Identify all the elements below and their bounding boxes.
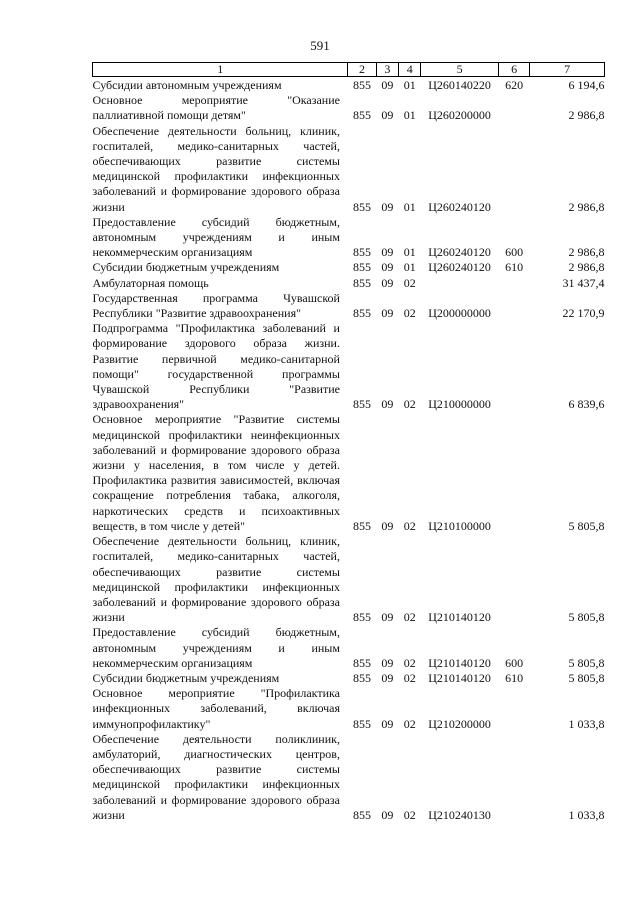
amount-value: 2 986,8 (568, 108, 605, 123)
expense-type-code (499, 534, 530, 625)
expense-type-code: 620 (505, 78, 524, 92)
target-item-code: Ц210140120 (428, 670, 491, 685)
section-code: 09 (381, 670, 394, 685)
column-header: 6 (499, 63, 530, 77)
target-item-code: Ц210140120 (428, 655, 491, 670)
table-row (93, 671, 605, 686)
row-description: Предоставление субсидий бюджетным, автономным учреждениям и иным некоммерческим организациям (92, 214, 340, 260)
admin-code: 855 (352, 199, 371, 214)
subsection-code: 02 (403, 397, 416, 412)
subsection-code: 02 (403, 716, 416, 731)
subsection-code: 02 (403, 807, 416, 822)
admin-code: 855 (352, 108, 371, 123)
target-item-code: Ц260240120 (428, 245, 491, 260)
amount-value: 6 194,6 (568, 78, 605, 92)
admin-code: 855 (352, 245, 371, 260)
subsection-code: 01 (403, 78, 416, 92)
expense-type-code: 600 (505, 245, 524, 260)
amount-value: 2 986,8 (568, 199, 605, 214)
table-body (93, 77, 605, 823)
admin-code: 855 (352, 716, 371, 731)
section-code: 09 (381, 78, 394, 92)
section-code: 09 (381, 397, 394, 412)
row-description: Основное мероприятие "Оказание паллиативной помощи детям" (92, 93, 340, 123)
row-description: Основное мероприятие "Профилактика инфекционных заболеваний, включая иммунопрофилактику" (92, 686, 340, 731)
amount-value: 22 170,9 (562, 306, 605, 321)
amount-value: 2 986,8 (568, 245, 605, 260)
admin-code: 855 (352, 655, 371, 670)
subsection-code: 01 (403, 199, 416, 214)
section-code: 09 (381, 260, 394, 275)
section-code: 09 (381, 807, 394, 822)
amount-value: 5 805,8 (568, 655, 605, 670)
table-row (93, 215, 605, 261)
target-item-code: Ц200000000 (428, 306, 491, 321)
admin-code: 855 (352, 306, 371, 321)
amount-value: 31 437,4 (562, 275, 605, 290)
target-item-code: Ц210140120 (428, 610, 491, 625)
target-item-code: Ц210000000 (428, 397, 491, 412)
table-row (93, 412, 605, 534)
row-description: Обеспечение деятельности больниц, клиник, госпиталей, медико-санитарных частей, обеспечивающих развитие системы медицинской профилактики инфекционных заболеваний и формирование здорового образа жизни (92, 123, 340, 214)
amount-value: 1 033,8 (568, 716, 605, 731)
table-row (93, 321, 605, 412)
amount-value: 2 986,8 (568, 260, 605, 275)
admin-code: 855 (352, 275, 371, 290)
admin-code: 855 (352, 807, 371, 822)
column-header: 2 (348, 63, 376, 77)
admin-code: 855 (352, 260, 371, 275)
subsection-code: 02 (403, 655, 416, 670)
row-description: Предоставление субсидий бюджетным, автономным учреждениям и иным некоммерческим организациям (92, 625, 340, 670)
subsection-code: 02 (403, 610, 416, 625)
section-code: 09 (381, 275, 394, 290)
table-row (93, 77, 605, 94)
column-header: 4 (399, 63, 421, 77)
expense-type-code: 610 (505, 670, 524, 685)
admin-code: 855 (352, 518, 371, 533)
target-item-code: Ц260240120 (428, 260, 491, 275)
page-number: 591 (310, 38, 330, 53)
amount-value: 5 805,8 (568, 670, 605, 685)
row-description: Субсидии бюджетным учреждениям (92, 670, 280, 685)
table-row (93, 93, 605, 123)
row-description: Государственная программа Чувашской Республики "Развитие здравоохранения" (92, 290, 340, 321)
target-item-code: Ц210200000 (428, 716, 491, 731)
expense-type-code: 610 (505, 260, 524, 275)
amount-value: 5 805,8 (568, 518, 605, 533)
subsection-code: 02 (403, 306, 416, 321)
section-code: 09 (381, 655, 394, 670)
amount-value: 5 805,8 (568, 610, 605, 625)
table-row (93, 732, 605, 823)
column-header: 1 (93, 63, 348, 77)
row-description: Субсидии автономным учреждениям (92, 78, 282, 92)
table-row (93, 625, 605, 671)
table-row (93, 686, 605, 732)
section-code: 09 (381, 245, 394, 260)
column-header: 7 (530, 63, 605, 77)
table-row (93, 276, 605, 291)
admin-code: 855 (352, 670, 371, 685)
expense-type-code (499, 321, 530, 412)
table-row (93, 260, 605, 275)
target-item-code (421, 276, 499, 291)
subsection-code: 02 (403, 670, 416, 685)
target-item-code: Ц210100000 (428, 518, 491, 533)
expense-type-code: 600 (505, 655, 524, 670)
expense-type-code (499, 686, 530, 732)
section-code: 09 (381, 108, 394, 123)
section-code: 09 (381, 306, 394, 321)
column-number-row (93, 63, 605, 77)
section-code: 09 (381, 716, 394, 731)
expense-type-code (499, 93, 530, 123)
subsection-code: 02 (403, 275, 416, 290)
expense-type-code (499, 276, 530, 291)
expense-type-code (499, 291, 530, 321)
subsection-code: 01 (403, 108, 416, 123)
subsection-code: 01 (403, 260, 416, 275)
expense-type-code (499, 124, 530, 215)
column-header: 3 (376, 63, 399, 77)
amount-value: 1 033,8 (568, 807, 605, 822)
section-code: 09 (381, 518, 394, 533)
row-description: Основное мероприятие "Развитие системы медицинской профилактики неинфекционных заболеваний и формирование здорового образа жизни у населения, в том числе у детей. Профилактика развития зависимостей, включая сокращение потребления табака, алкоголя, наркотических средств и психоактивных веществ, в том числе у детей" (92, 412, 340, 533)
row-description: Обеспечение деятельности поликлиник, амбулаторий, диагностических центров, обеспечивающих развитие системы медицинской профилактики инфекционных заболеваний и формирование здорового образа жизни (92, 731, 340, 822)
expense-type-code (499, 732, 530, 823)
table-row (93, 291, 605, 321)
target-item-code: Ц260140220 (428, 78, 491, 92)
row-description: Амбулаторная помощь (92, 275, 209, 290)
target-item-code: Ц210240130 (428, 807, 491, 822)
section-code: 09 (381, 610, 394, 625)
column-header: 5 (421, 63, 499, 77)
admin-code: 855 (352, 397, 371, 412)
budget-table (92, 62, 605, 823)
amount-value: 6 839,6 (568, 397, 605, 412)
expense-type-code (499, 412, 530, 534)
target-item-code: Ц260240120 (428, 199, 491, 214)
row-description: Субсидии бюджетным учреждениям (92, 260, 280, 275)
row-description: Обеспечение деятельности больниц, клиник, госпиталей, медико-санитарных частей, обеспечивающих развитие системы медицинской профилактики инфекционных заболеваний и формирование здорового образа жизни (92, 534, 340, 625)
subsection-code: 01 (403, 245, 416, 260)
table-row (93, 534, 605, 625)
table-row (93, 124, 605, 215)
subsection-code: 02 (403, 518, 416, 533)
admin-code: 855 (352, 610, 371, 625)
row-description: Подпрограмма "Профилактика заболеваний и формирование здорового образа жизни. Развитие первичной медико-санитарной помощи" государственной программы Чувашской Республики "Развитие здравоохранения" (92, 321, 340, 412)
target-item-code: Ц260200000 (428, 108, 491, 123)
section-code: 09 (381, 199, 394, 214)
admin-code: 855 (352, 78, 371, 92)
